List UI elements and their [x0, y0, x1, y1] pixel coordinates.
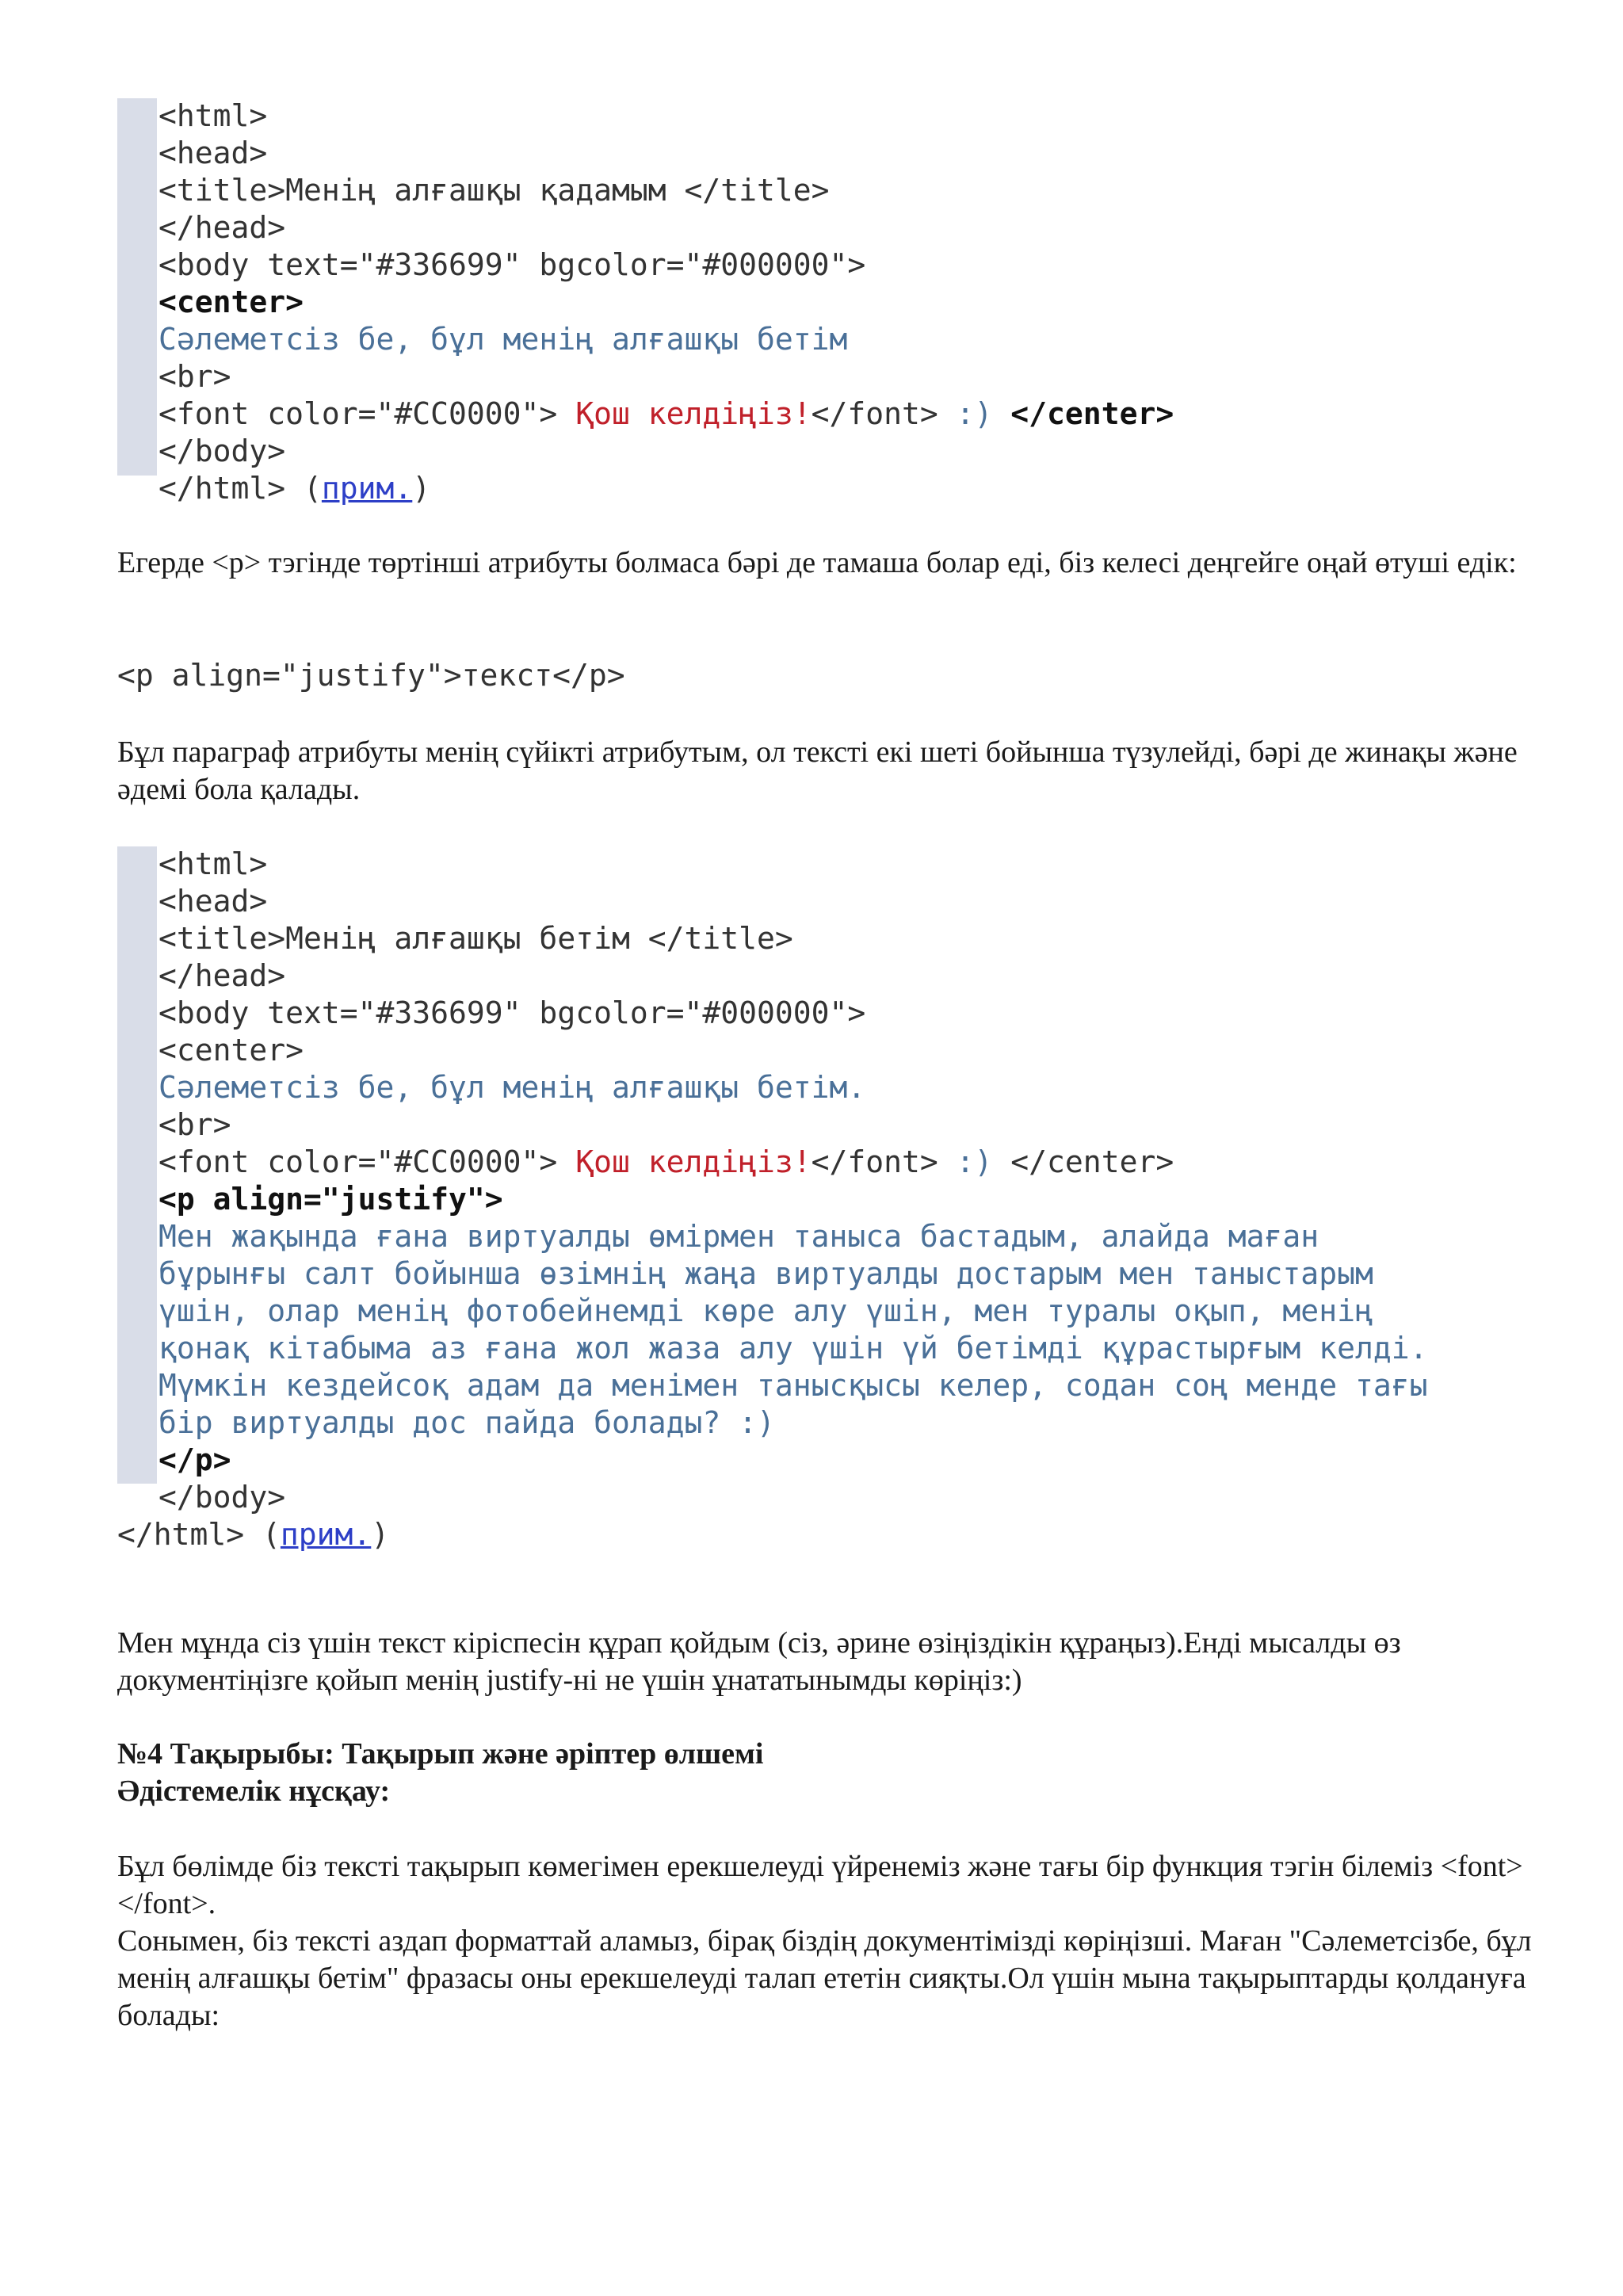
- note-link[interactable]: прим.: [321, 471, 413, 506]
- code-token: ): [371, 1517, 390, 1552]
- code-token: :): [938, 1144, 993, 1179]
- code-line: [158, 1144, 1174, 1181]
- code-line: </head>: [158, 210, 286, 245]
- paragraph: Бұл бөлімде біз тексті тақырып көмегімен ерекшелеуді үйренеміз және тағы бір функция тэгін білеміз <font></font>.: [117, 1850, 1523, 1920]
- code-line: бір виртуалды дос пайда болады? :): [158, 1405, 775, 1440]
- code-block-1-gutter: [117, 98, 157, 476]
- code-token: :): [938, 396, 993, 431]
- code-line: </p>: [158, 1442, 231, 1477]
- paragraph: Егерде <p> тэгінде төртінші атрибуты болмаса бәрі де тамаша болар еді, біз келесі деңгейге оңай өтуші едік:: [117, 546, 1517, 579]
- code-line: <html>: [158, 98, 268, 133]
- code-token: </center>: [992, 396, 1174, 431]
- code-line: Сәлеметсіз бе, бұл менің алғашқы бетім.: [158, 1070, 866, 1105]
- code-line: <body text="#336699" bgcolor="#000000">: [158, 995, 866, 1030]
- example-code-line: <p align="justify">текст</p>: [117, 658, 625, 693]
- code-line: [117, 1516, 389, 1553]
- code-line: <head>: [158, 884, 268, 919]
- paragraph: Сонымен, біз тексті аздап форматтай аламыз, бірақ біздің документімізді көріңізші. Маған "Сәлеметсізбе, бұл менің алғашқы бетім" фразасы оны ерекшелеуді талап ететін сияқты.Ол үшін мына тақырыптарды қолдануға болады:: [117, 1924, 1532, 2032]
- paragraph: Бұл параграф атрибуты менің сүйікті атрибутым, ол тексті екі шеті бойынша түзулейді, бәрі де жинақы және әдемі бола қалады.: [117, 735, 1518, 806]
- code-line: <body text="#336699" bgcolor="#000000">: [158, 247, 866, 282]
- code-token: </html> (: [158, 471, 322, 506]
- code-line: Мүмкін кездейсоқ адам да менімен танысқысы келер, содан соң менде тағы: [158, 1368, 1428, 1403]
- code-line: <title>Менің алғашқы қадамым </title>: [158, 173, 830, 208]
- code-token: </font>: [811, 1144, 938, 1179]
- code-line: <title>Менің алғашқы бетім </title>: [158, 921, 793, 956]
- code-line: қонақ кітабыма аз ғана жол жаза алу үшін үй бетімді құрастырғым келді.: [158, 1331, 1428, 1366]
- code-line: бұрынғы салт бойынша өзімнің жаңа виртуалды достарым мен таныстарым: [158, 1256, 1373, 1291]
- code-token: </font>: [811, 396, 938, 431]
- code-token: ): [412, 471, 431, 506]
- code-line: <center>: [158, 285, 304, 319]
- code-line: <center>: [158, 1033, 304, 1068]
- code-line: Сәлеметсіз бе, бұл менің алғашқы бетім: [158, 322, 848, 357]
- code-line: <br>: [158, 1107, 231, 1142]
- code-line: <br>: [158, 359, 231, 394]
- code-line: үшін, олар менің фотобейнемді көре алу үшін, мен туралы оқып, менің: [158, 1293, 1373, 1328]
- code-token: Қош келдіңіз!: [557, 396, 812, 431]
- code-line: <p align="justify">: [158, 1182, 503, 1217]
- code-block-2-gutter: [117, 846, 157, 1484]
- code-line: <head>: [158, 136, 268, 170]
- code-token: <font color="#CC0000">: [158, 396, 558, 431]
- code-line: Мен жақында ғана виртуалды өмірмен таныса бастадым, алайда маған: [158, 1219, 1319, 1254]
- code-token: <font color="#CC0000">: [158, 1144, 558, 1179]
- code-line: [158, 395, 1174, 433]
- code-line: </body>: [158, 1480, 286, 1515]
- code-token: </html> (: [117, 1517, 281, 1552]
- code-line: </head>: [158, 958, 286, 993]
- paragraph: Мен мұнда сіз үшін текст кіріспесін құрап қойдым (сіз, әрине өзіңіздікін құраңыз).Енді мысалды өз документіңізге қойып менің justify-ні не үшін ұнататынымды көріңіз:): [117, 1626, 1401, 1697]
- section-subheading: Әдістемелік нұсқау:: [117, 1775, 391, 1808]
- code-line: </body>: [158, 434, 286, 468]
- code-line: [158, 470, 430, 507]
- note-link[interactable]: прим.: [280, 1517, 372, 1552]
- code-line: <html>: [158, 846, 268, 881]
- section-heading: №4 Тақырыбы: Тақырып және әріптер өлшемі: [117, 1737, 764, 1771]
- code-token: </center>: [992, 1144, 1174, 1179]
- code-token: Қош келдіңіз!: [557, 1144, 812, 1179]
